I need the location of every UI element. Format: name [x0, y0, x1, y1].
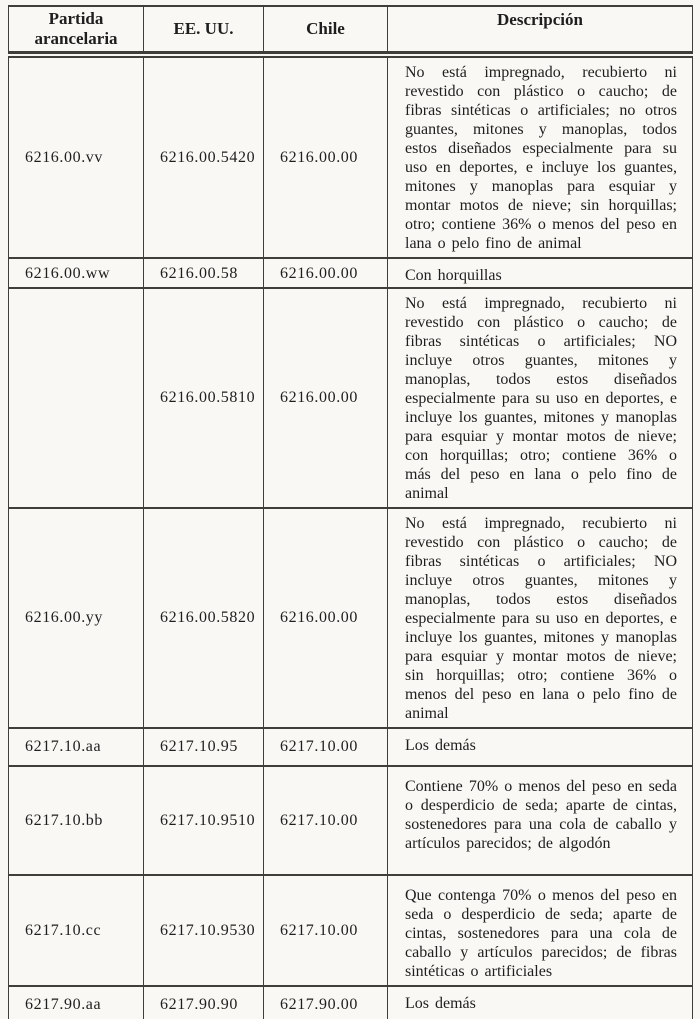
eeuu-cell: 6216.00.5810: [144, 288, 264, 508]
partida-cell: 6217.10.cc: [9, 875, 144, 986]
partida-cell: 6217.10.bb: [9, 766, 144, 875]
chile-cell: 6216.00.00: [264, 258, 388, 290]
table-row: [9, 875, 693, 986]
header-partida-arancelaria: Partida arancelaria: [9, 6, 144, 53]
eeuu-cell: 6217.10.9510: [144, 766, 264, 875]
table-row: [9, 728, 693, 766]
header-ee-uu: EE. UU.: [144, 6, 264, 53]
descripcion-cell: No está impregnado, recubierto ni revestido con plástico o caucho; de fibras sintéticas o artificiales; no otros guantes, mitones y manoplas, todos estos diseñados especialmente para su uso en deportes, e incluye los guantes, mitones y manoplas para esquiar y montar motos de nieve; sin horquillas; otro; contiene 36% o menos del peso en lana o pelo fino de animal: [388, 57, 693, 258]
descripcion-cell: Contiene 70% o menos del peso en seda o desperdicio de seda; aparte de cintas, sostenedores para una cola de caballo y artículos parecidos; de algodón: [388, 766, 693, 875]
eeuu-cell: 6217.90.90: [144, 986, 264, 1019]
table-row: [9, 258, 693, 290]
descripcion-cell: Los demás: [388, 728, 693, 766]
header-row: [9, 6, 693, 53]
chile-cell: 6216.00.00: [264, 508, 388, 728]
partida-cell: 6216.00.yy: [9, 508, 144, 728]
partida-cell: 6217.10.aa: [9, 728, 144, 766]
eeuu-cell: 6216.00.5820: [144, 508, 264, 728]
descripcion-cell: No está impregnado, recubierto ni revestido con plástico o caucho; de fibras sintéticas o artificiales; NO incluye otros guantes, mitones y manoplas, todos estos diseñados especialmente para su uso en deportes, e incluye los guantes, mitones y manoplas para esquiar y montar motos de nieve; con horquillas; otro; contiene 36% o más del peso en lana o pelo fino de animal: [388, 288, 693, 508]
table-row: [9, 986, 693, 1019]
header-chile: Chile: [264, 6, 388, 53]
table-row: [9, 288, 693, 508]
table-row: [9, 766, 693, 875]
chile-cell: 6217.10.00: [264, 728, 388, 766]
chile-cell: 6217.90.00: [264, 986, 388, 1019]
chile-cell: 6217.10.00: [264, 766, 388, 875]
partida-cell: 6217.90.aa: [9, 986, 144, 1019]
chile-cell: 6216.00.00: [264, 57, 388, 258]
descripcion-cell: Con horquillas: [388, 258, 693, 290]
descripcion-cell: No está impregnado, recubierto ni revestido con plástico o caucho; de fibras sintéticas o artificiales; NO incluye otros guantes, mitones y manoplas, todos estos diseñados especialmente para su uso en deportes, e incluye los guantes, mitones y manoplas para esquiar y montar motos de nieve; sin horquillas; otro; contiene 36% o menos del peso en lana o pelo fino de animal: [388, 508, 693, 728]
eeuu-cell: 6216.00.5420: [144, 57, 264, 258]
table-row: [9, 508, 693, 728]
eeuu-cell: 6216.00.58: [144, 258, 264, 290]
partida-cell: 6216.00.vv: [9, 57, 144, 258]
header-descripcion: Descripción: [388, 6, 693, 53]
eeuu-cell: 6217.10.9530: [144, 875, 264, 986]
partida-cell-empty: [9, 288, 144, 508]
tariff-table-header: [8, 5, 693, 54]
chile-cell: 6217.10.00: [264, 875, 388, 986]
chile-cell: 6216.00.00: [264, 288, 388, 508]
partida-cell: 6216.00.ww: [9, 258, 144, 290]
descripcion-cell: Que contenga 70% o menos del peso en seda o desperdicio de seda; aparte de cintas, sostenedores para una cola de caballo y artículos parecidos; de fibras sintéticas o artificiales: [388, 875, 693, 986]
eeuu-cell: 6217.10.95: [144, 728, 264, 766]
tariff-table-block-2: [8, 287, 693, 1019]
table-row: [9, 57, 693, 258]
descripcion-cell: Los demás: [388, 986, 693, 1019]
tariff-table-block-1: [8, 56, 693, 291]
